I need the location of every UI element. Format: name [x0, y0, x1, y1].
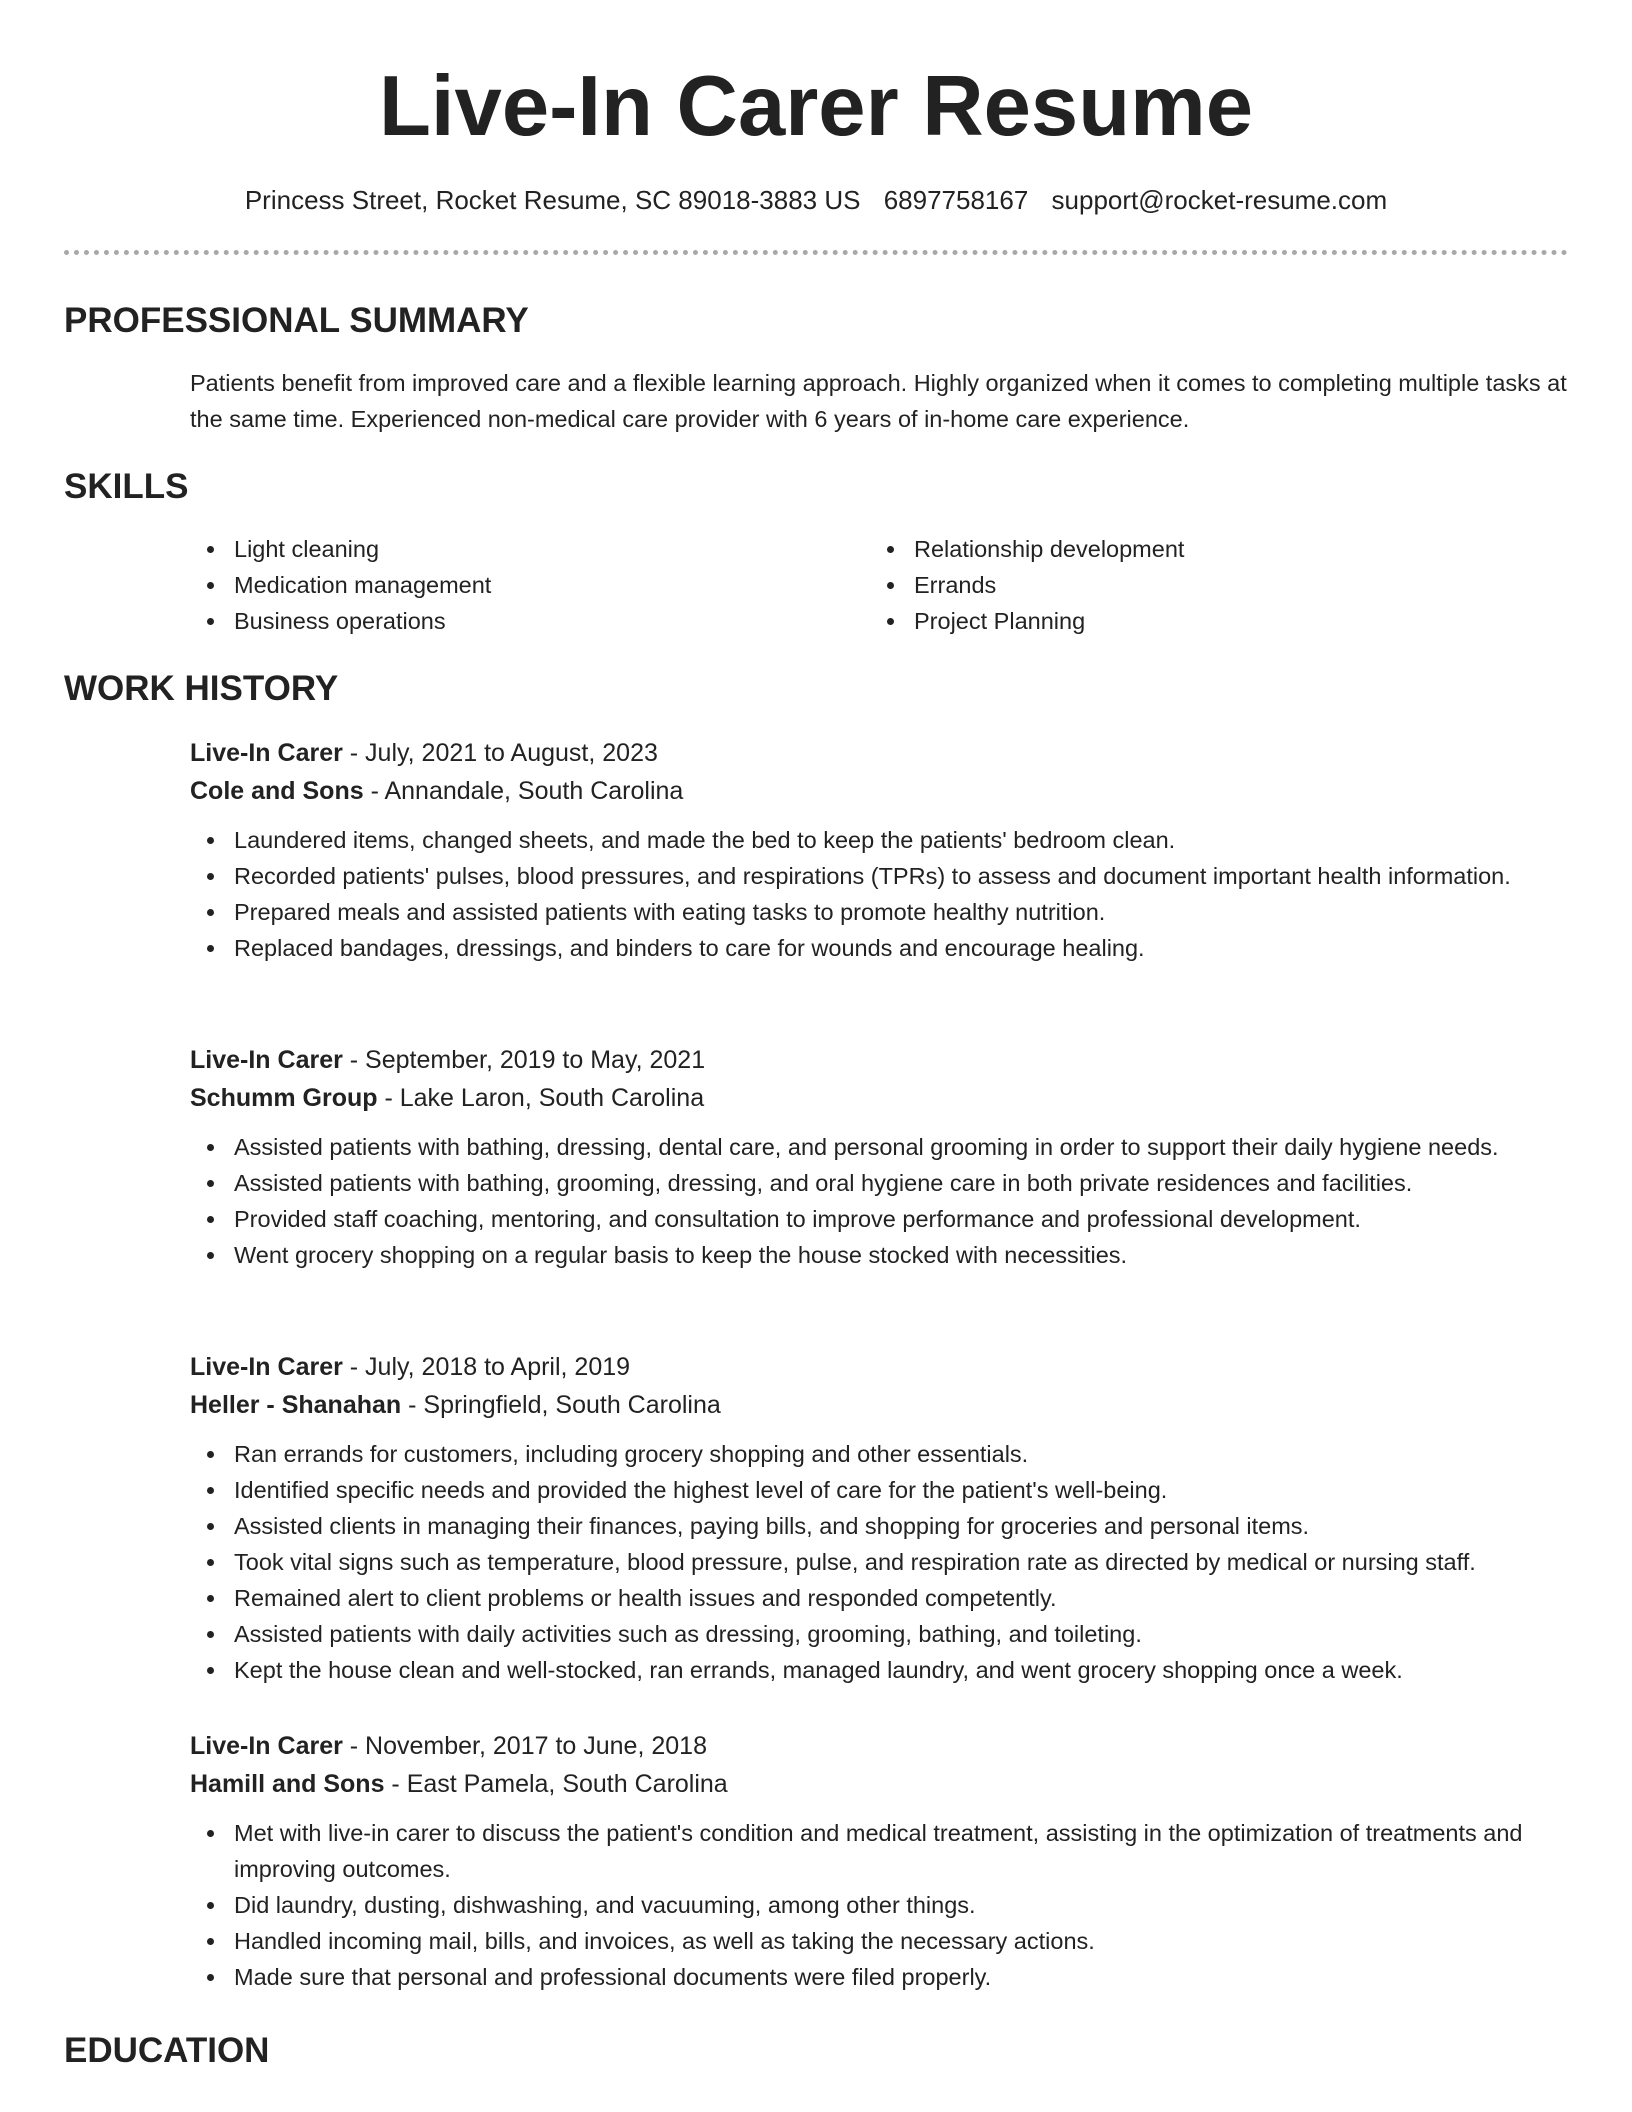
job-dates: - July, 2018 to April, 2019: [342, 1353, 631, 1381]
job-bullet: Recorded patients' pulses, blood pressures, and respirations (TPRs) to assess and document important health information.: [190, 858, 1580, 894]
job-company: Cole and Sons: [190, 777, 364, 805]
job-location: - Springfield, South Carolina: [401, 1391, 721, 1419]
job-bullet: Went grocery shopping on a regular basis to keep the house stocked with necessities.: [190, 1237, 1580, 1273]
resume-title: Live-In Carer Resume: [379, 59, 1253, 154]
job-bullet: Remained alert to client problems or health issues and responded competently.: [190, 1580, 1580, 1616]
job-bullet: Assisted clients in managing their finances, paying bills, and shopping for groceries and personal items.: [190, 1508, 1580, 1544]
job-company-line: [190, 1079, 1580, 1117]
header-divider: [64, 250, 1568, 255]
job-title-line: [190, 1041, 1580, 1079]
job-title: Live-In Carer: [190, 1353, 343, 1381]
job-dates: - November, 2017 to June, 2018: [342, 1732, 707, 1760]
job-bullets: [190, 1815, 1580, 1995]
job-title: Live-In Carer: [190, 1046, 343, 1074]
job-title-line: [190, 1348, 1580, 1386]
job-dates: - July, 2021 to August, 2023: [342, 739, 658, 767]
section-title-skills: SKILLS: [64, 467, 189, 506]
job-title: Live-In Carer: [190, 739, 343, 767]
skill-item: Errands: [870, 567, 1510, 603]
contact-address: Princess Street, Rocket Resume, SC 89018-3883 US: [244, 185, 861, 215]
job-dates: - September, 2019 to May, 2021: [342, 1046, 706, 1074]
job-title: Live-In Carer: [190, 1732, 343, 1760]
job-bullet: Handled incoming mail, bills, and invoices, as well as taking the necessary actions.: [190, 1923, 1580, 1959]
job-entry: [190, 1348, 1580, 1688]
job-bullet: Met with live-in carer to discuss the patient's condition and medical treatment, assisting in the optimization of treatments and improving outcomes.: [190, 1815, 1580, 1887]
job-bullet: Made sure that personal and professional documents were filed properly.: [190, 1959, 1580, 1995]
job-bullet: Laundered items, changed sheets, and made the bed to keep the patients' bedroom clean.: [190, 822, 1580, 858]
job-bullet: Took vital signs such as temperature, blood pressure, pulse, and respiration rate as directed by medical or nursing staff.: [190, 1544, 1580, 1580]
job-title-line: [190, 734, 1580, 772]
job-bullet: Identified specific needs and provided the highest level of care for the patient's well-being.: [190, 1472, 1580, 1508]
job-location: - Lake Laron, South Carolina: [377, 1084, 705, 1112]
job-location: - East Pamela, South Carolina: [384, 1770, 728, 1798]
job-bullets: [190, 1436, 1580, 1688]
contact-line: [0, 182, 1632, 218]
job-bullet: Assisted patients with daily activities such as dressing, grooming, bathing, and toileting.: [190, 1616, 1580, 1652]
job-entry: [190, 734, 1580, 966]
job-company-line: [190, 1765, 1580, 1803]
contact-phone: 6897758167: [883, 185, 1029, 215]
job-company-line: [190, 1386, 1580, 1424]
job-bullet: Did laundry, dusting, dishwashing, and vacuuming, among other things.: [190, 1887, 1580, 1923]
skill-item: Medication management: [190, 567, 830, 603]
job-bullet: Prepared meals and assisted patients with eating tasks to promote healthy nutrition.: [190, 894, 1580, 930]
job-bullet: Provided staff coaching, mentoring, and consultation to improve performance and professional development.: [190, 1201, 1580, 1237]
skill-item: Relationship development: [870, 531, 1510, 567]
skills-list-left: [190, 531, 830, 639]
job-bullets: [190, 1129, 1580, 1273]
section-title-summary: PROFESSIONAL SUMMARY: [64, 301, 529, 340]
contact-email: support@rocket-resume.com: [1051, 185, 1388, 215]
skills-list-right: [870, 531, 1510, 639]
skill-item: Business operations: [190, 603, 830, 639]
job-location: - Annandale, South Carolina: [363, 777, 684, 805]
job-bullet: Assisted patients with bathing, grooming, dressing, and oral hygiene care in both private residences and facilities.: [190, 1165, 1580, 1201]
summary-text: Patients benefit from improved care and a flexible learning approach. Highly organized when it comes to completing multiple tasks at the same time. Experienced non-medical care provider with 6 years of in-home care experience.: [190, 370, 1567, 432]
section-title-work-history: WORK HISTORY: [64, 669, 339, 708]
job-bullet: Kept the house clean and well-stocked, ran errands, managed laundry, and went grocery shopping once a week.: [190, 1652, 1580, 1688]
job-company: Heller - Shanahan: [190, 1391, 402, 1419]
skill-item: Project Planning: [870, 603, 1510, 639]
section-title-education: EDUCATION: [64, 2031, 270, 2070]
skill-item: Light cleaning: [190, 531, 830, 567]
job-bullet: Assisted patients with bathing, dressing, dental care, and personal grooming in order to support their daily hygiene needs.: [190, 1129, 1580, 1165]
job-company: Hamill and Sons: [190, 1770, 385, 1798]
job-bullets: [190, 822, 1580, 966]
job-title-line: [190, 1727, 1580, 1765]
job-bullet: Replaced bandages, dressings, and binders to care for wounds and encourage healing.: [190, 930, 1580, 966]
job-entry: [190, 1041, 1580, 1273]
job-company-line: [190, 772, 1580, 810]
job-company: Schumm Group: [190, 1084, 378, 1112]
job-bullet: Ran errands for customers, including grocery shopping and other essentials.: [190, 1436, 1580, 1472]
job-entry: [190, 1727, 1580, 1995]
